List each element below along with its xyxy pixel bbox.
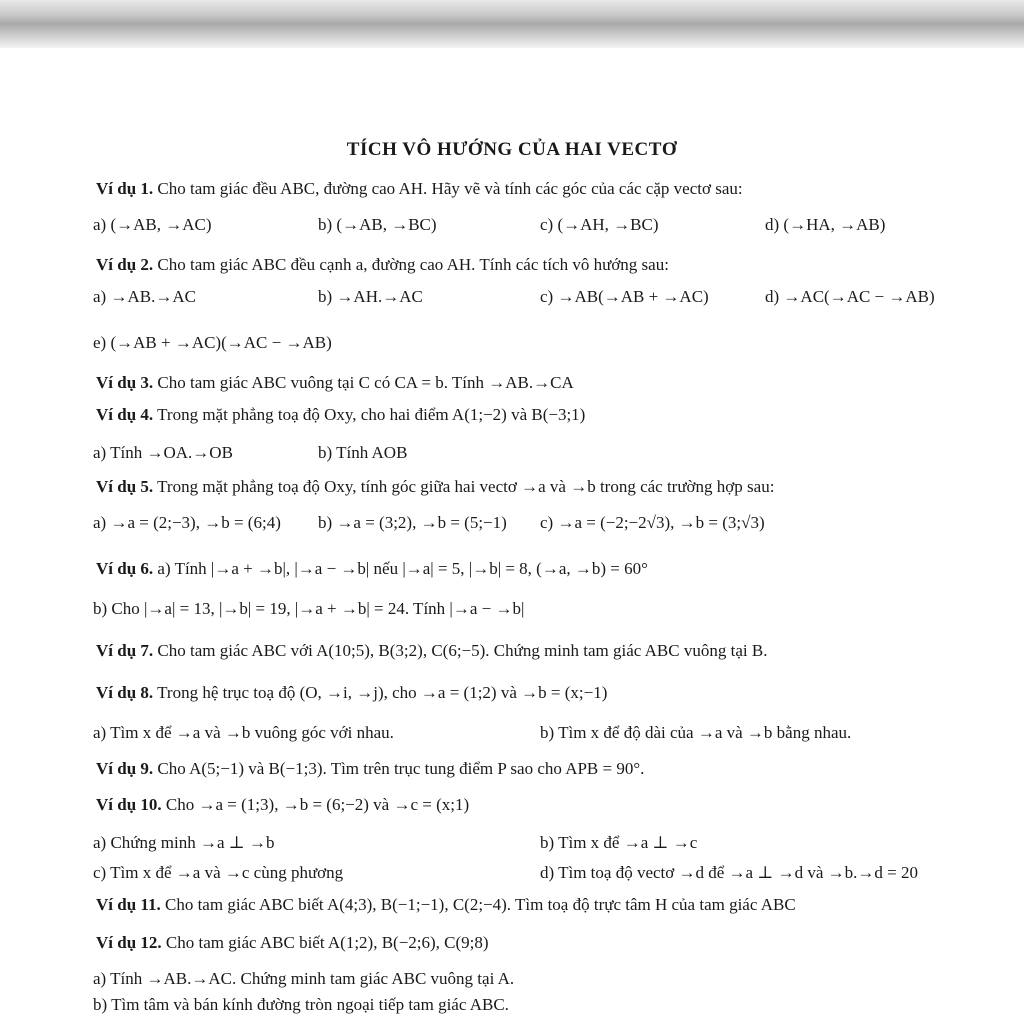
example-10-d: d) Tìm toạ độ vectơ →d để →a ⊥ →d và →b.→d = 20 [540, 863, 918, 882]
example-9 [96, 758, 644, 780]
example-1-label: Ví dụ 1. [96, 179, 154, 198]
example-10-c: c) Tìm x để →a và →c cùng phương [93, 863, 344, 882]
example-2 [96, 254, 669, 276]
example-5-text: Trong mặt phẳng toạ độ Oxy, tính góc giữa hai vectơ →a và →b trong các trường hợp sau: [157, 477, 775, 496]
example-1-a: a) (→AB, →AC) [93, 215, 212, 234]
example-12-text: Cho tam giác ABC biết A(1;2), B(−2;6), C(9;8) [165, 933, 489, 952]
example-6-label: Ví dụ 6. [96, 559, 154, 578]
example-4-b: b) Tính AOB [318, 443, 408, 462]
example-8-label: Ví dụ 8. [96, 683, 154, 702]
example-1-d: d) (→HA, →AB) [765, 215, 886, 234]
example-11-text: Cho tam giác ABC biết A(4;3), B(−1;−1), C(2;−4). Tìm toạ độ trực tâm H của tam giác ABC [164, 895, 796, 914]
example-5 [96, 476, 774, 498]
example-12-label: Ví dụ 12. [96, 933, 162, 952]
example-5-c: c) →a = (−2;−2√3), →b = (3;√3) [540, 513, 765, 532]
example-2-e: e) (→AB + →AC)(→AC − →AB) [93, 333, 332, 352]
example-6 [96, 558, 648, 580]
example-5-b: b) →a = (3;2), →b = (5;−1) [318, 513, 507, 532]
example-9-text: Cho A(5;−1) và B(−1;3). Tìm trên trục tung điểm P sao cho APB = 90°. [157, 759, 645, 778]
example-4-text: Trong mặt phẳng toạ độ Oxy, cho hai điểm A(1;−2) và B(−3;1) [157, 405, 586, 424]
example-12 [96, 932, 489, 954]
example-7-text: Cho tam giác ABC với A(10;5), B(3;2), C(6;−5). Chứng minh tam giác ABC vuông tại B. [157, 641, 768, 660]
example-1-b: b) (→AB, →BC) [318, 215, 437, 234]
example-1-text: Cho tam giác đều ABC, đường cao AH. Hãy vẽ và tính các góc của các cặp vectơ sau: [157, 179, 743, 198]
example-8-b: b) Tìm x để độ dài của →a và →b bằng nhau. [540, 723, 852, 742]
example-8-a: a) Tìm x để →a và →b vuông góc với nhau. [93, 723, 394, 742]
example-4-a: a) Tính →OA.→OB [93, 443, 233, 462]
example-5-a: a) →a = (2;−3), →b = (6;4) [93, 513, 281, 532]
example-11-label: Ví dụ 11. [96, 895, 161, 914]
example-11 [96, 894, 796, 916]
example-8-text: Trong hệ trục toạ độ (O, →i, →j), cho →a = (1;2) và →b = (x;−1) [157, 683, 608, 702]
example-3 [96, 372, 574, 394]
example-10-text: Cho →a = (1;3), →b = (6;−2) và →c = (x;1) [165, 795, 470, 814]
example-5-label: Ví dụ 5. [96, 477, 154, 496]
example-2-c: c) →AB(→AB + →AC) [540, 287, 709, 306]
example-7 [96, 640, 767, 662]
example-2-text: Cho tam giác ABC đều cạnh a, đường cao AH. Tính các tích vô hướng sau: [157, 255, 669, 274]
example-3-label: Ví dụ 3. [96, 373, 154, 392]
document-page [0, 48, 1024, 1024]
example-2-label: Ví dụ 2. [96, 255, 154, 274]
example-10-b: b) Tìm x để →a ⊥ →c [540, 833, 698, 852]
example-1-c: c) (→AH, →BC) [540, 215, 659, 234]
example-6-text: a) Tính |→a + →b|, |→a − →b| nếu |→a| = 5, |→b| = 8, (→a, →b) = 60° [157, 559, 648, 578]
example-2-a: a) →AB.→AC [93, 287, 196, 306]
example-8 [96, 682, 607, 704]
example-7-label: Ví dụ 7. [96, 641, 154, 660]
example-9-label: Ví dụ 9. [96, 759, 154, 778]
example-1 [96, 178, 743, 200]
example-2-b: b) →AH.→AC [318, 287, 423, 306]
example-10-a: a) Chứng minh →a ⊥ →b [93, 833, 275, 852]
example-12-b: b) Tìm tâm và bán kính đường tròn ngoại tiếp tam giác ABC. [93, 995, 509, 1014]
example-10 [96, 794, 469, 816]
page-title: TÍCH VÔ HƯỚNG CỦA HAI VECTƠ [346, 139, 678, 160]
example-4 [96, 404, 585, 426]
example-12-a: a) Tính →AB.→AC. Chứng minh tam giác ABC vuông tại A. [93, 969, 515, 988]
example-4-label: Ví dụ 4. [96, 405, 154, 424]
example-3-text: Cho tam giác ABC vuông tại C có CA = b. Tính →AB.→CA [157, 373, 574, 392]
example-10-label: Ví dụ 10. [96, 795, 162, 814]
top-bar [0, 0, 1024, 48]
example-2-d: d) →AC(→AC − →AB) [765, 287, 935, 306]
example-6-b: b) Cho |→a| = 13, |→b| = 19, |→a + →b| = 24. Tính |→a − →b| [93, 599, 525, 618]
